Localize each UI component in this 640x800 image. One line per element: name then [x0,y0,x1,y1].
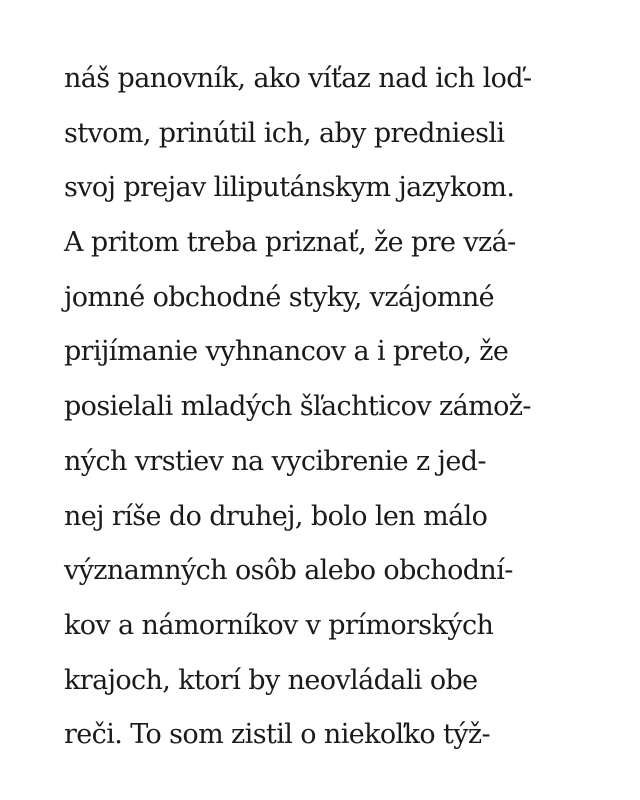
text-line: prijímanie vyhnancov a i preto, že [64,336,509,368]
body-text [64,52,594,763]
text-line: reči. To som zistil o niekoľko týž- [64,719,491,751]
text-line: stvom, prinútil ich, aby predniesli [64,117,505,149]
text-line: A pritom treba priznať, že pre vzá- [64,227,516,259]
text-line: ných vrstiev na vycibrenie z jed- [64,445,486,477]
text-line: svoj prejav liliputánskym jazykom. [64,172,515,204]
text-line: posielali mladých šľachticov zámož- [64,391,531,423]
text-line: nej ríše do druhej, bolo len málo [64,500,488,532]
text-line: kov a námorníkov v prímorských [64,609,494,641]
text-line: krajoch, ktorí by neovládali obe [64,664,478,696]
text-line: náš panovník, ako víťaz nad ich loď- [64,63,532,94]
text-line: významných osôb alebo obchodní- [64,555,513,587]
text-line: jomné obchodné styky, vzájomné [64,281,495,313]
